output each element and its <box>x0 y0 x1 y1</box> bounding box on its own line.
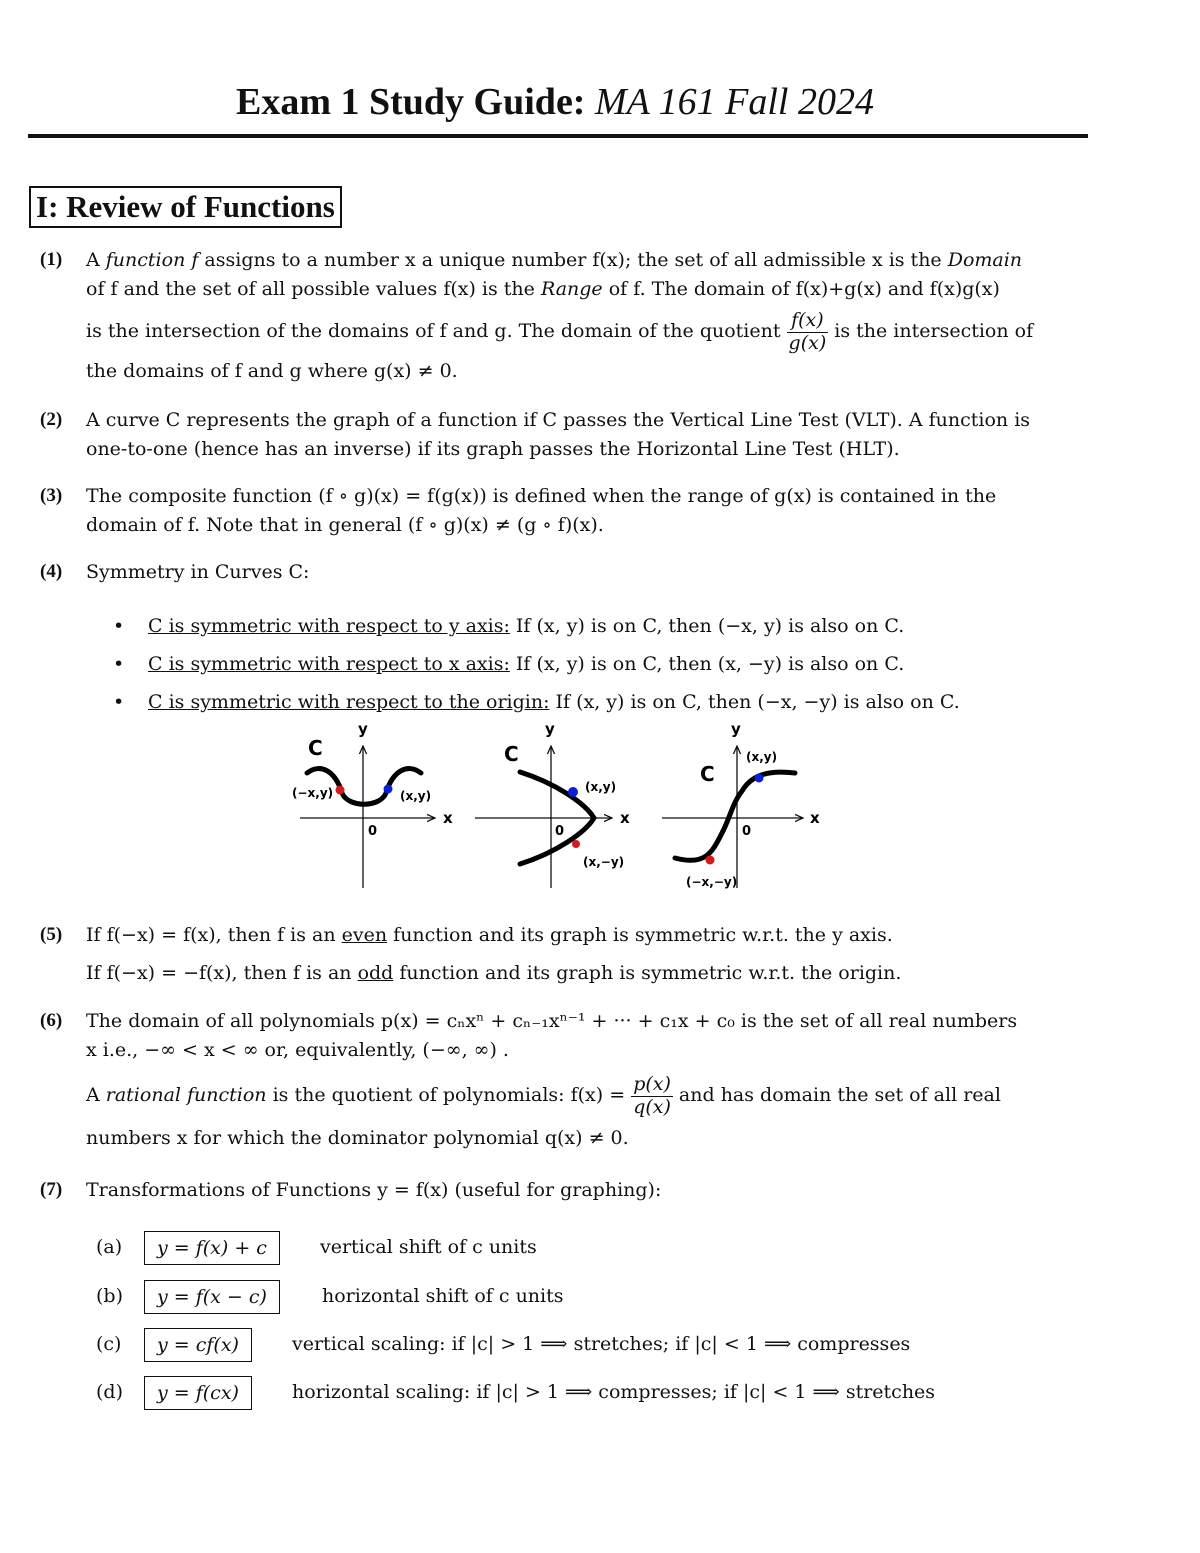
curve <box>675 772 795 860</box>
fraction-denominator: q(x) <box>633 1095 671 1118</box>
list-item-text <box>148 688 960 717</box>
transformation-formula: y = f(cx) <box>144 1376 252 1410</box>
text-run: is the intersection of <box>828 320 1034 342</box>
text-run: is the intersection of the domains of f and g. The domain of the quotient <box>86 320 787 342</box>
text-run: Domain <box>947 249 1023 271</box>
text-run: C is symmetric with respect to y axis: <box>148 615 510 637</box>
curve-label: C <box>504 742 519 766</box>
quotient-fraction <box>787 310 829 355</box>
curve-label: C <box>700 762 715 786</box>
item-body <box>86 1176 1088 1205</box>
point-blue <box>568 787 578 797</box>
item-line <box>86 246 1088 275</box>
curve-label: C <box>308 736 323 760</box>
transformation-row <box>96 1376 1086 1412</box>
text-run: assigns to a number x a unique number f(x); the set of all admissible x is the <box>198 249 948 271</box>
item-number: (3) <box>40 485 63 506</box>
symmetry-figure <box>280 718 840 893</box>
transformation-label: (d) <box>96 1381 123 1403</box>
point-red <box>706 856 715 865</box>
item-line: A curve C represents the graph of a function if C passes the Vertical Line Test (VLT). A function is <box>86 409 1031 431</box>
item-6 <box>40 1007 1088 1153</box>
point-label: (−x,−y) <box>686 875 738 889</box>
x-axis-label: x <box>443 809 453 827</box>
item-body <box>86 246 1088 386</box>
text-run: C is symmetric with respect to x axis: <box>148 653 510 675</box>
text-run: odd <box>357 962 394 984</box>
item-line: Symmetry in Curves C: <box>86 561 310 583</box>
item-7 <box>40 1176 1088 1205</box>
item-number: (4) <box>40 561 63 582</box>
item-number: (7) <box>40 1179 63 1200</box>
point-label: (x,y) <box>585 780 617 794</box>
item-line: one-to-one (hence has an inverse) if its graph passes the Horizontal Line Test (HLT). <box>86 438 900 460</box>
item-body <box>86 406 1088 464</box>
transformation-description: horizontal scaling: if |c| > 1 ⟹ compresses; if |c| < 1 ⟹ stretches <box>292 1381 936 1403</box>
transformation-formula: y = cf(x) <box>144 1328 252 1362</box>
list-item-text <box>148 650 904 679</box>
item-body <box>86 482 1088 540</box>
point-label: (−x,y) <box>292 786 334 800</box>
transformation-label: (b) <box>96 1285 123 1307</box>
page-title <box>0 74 1110 131</box>
text-run: function and its graph is symmetric w.r.t. the y axis. <box>387 924 893 946</box>
item-line: x i.e., −∞ < x < ∞ or, equivalently, (−∞, ∞) . <box>86 1039 509 1061</box>
item-line: numbers x for which the dominator polynomial q(x) ≠ 0. <box>86 1127 629 1149</box>
text-run: If (x, y) is on C, then (−x, y) is also on C. <box>509 615 905 637</box>
item-4 <box>40 558 1088 587</box>
bullet-icon: • <box>113 615 125 637</box>
item-line <box>86 921 1088 959</box>
transformation-description: vertical shift of c units <box>320 1236 537 1258</box>
item-body <box>86 1007 1088 1153</box>
origin-label: 0 <box>555 824 565 839</box>
rational-fraction <box>631 1074 673 1119</box>
text-run: is the quotient of polynomials: f(x) = <box>266 1084 632 1106</box>
point-label: (x,y) <box>746 750 778 764</box>
text-run: If (x, y) is on C, then (x, −y) is also on C. <box>509 653 905 675</box>
item-number: (2) <box>40 409 63 430</box>
y-axis-label: y <box>545 720 555 738</box>
text-run: even <box>341 924 388 946</box>
list-item <box>108 612 1088 650</box>
item-line: The composite function (f ∘ g)(x) = f(g(x)) is defined when the range of g(x) is contained in the <box>86 485 997 507</box>
section-heading: I: Review of Functions <box>29 186 342 228</box>
transformation-description: horizontal shift of c units <box>322 1285 564 1307</box>
bullet-icon: • <box>113 691 125 713</box>
x-axis-label: x <box>620 809 630 827</box>
item-number: (6) <box>40 1010 63 1031</box>
transformation-row <box>96 1280 996 1316</box>
transformation-row <box>96 1231 996 1267</box>
point-red <box>336 786 345 795</box>
item-1 <box>40 246 1088 386</box>
symmetry-list <box>108 612 1088 726</box>
item-body <box>86 921 1088 988</box>
y-axis-label: y <box>731 720 741 738</box>
item-line <box>86 959 1088 988</box>
transformation-formula: y = f(x − c) <box>144 1280 280 1314</box>
text-run: If f(−x) = f(x), then f is an <box>86 924 342 946</box>
y-axis-label: y <box>358 720 368 738</box>
graph-origin-symmetry <box>662 720 820 889</box>
item-5 <box>40 921 1088 988</box>
fraction-numerator: p(x) <box>633 1072 671 1095</box>
text-run: function and its graph is symmetric w.r.t. the origin. <box>393 962 902 984</box>
text-run: Range <box>540 278 603 300</box>
title-main: Exam 1 Study Guide: <box>236 81 586 123</box>
text-run: of f and the set of all possible values f(x) is the <box>86 278 541 300</box>
x-axis-label: x <box>810 809 820 827</box>
item-2 <box>40 406 1088 464</box>
point-blue <box>755 774 764 783</box>
title-course: MA 161 Fall 2024 <box>594 81 874 123</box>
point-label: (x,y) <box>400 789 432 803</box>
item-line: domain of f. Note that in general (f ∘ g)(x) ≠ (g ∘ f)(x). <box>86 514 604 536</box>
text-run: If f(−x) = −f(x), then f is an <box>86 962 358 984</box>
text-run: If (x, y) is on C, then (−x, −y) is also on C. <box>549 691 960 713</box>
item-body <box>86 558 1088 587</box>
title-rule <box>28 134 1088 138</box>
item-number: (5) <box>40 924 63 945</box>
transformation-description: vertical scaling: if |c| > 1 ⟹ stretches; if |c| < 1 ⟹ compresses <box>292 1333 911 1355</box>
transformation-formula: y = f(x) + c <box>144 1231 280 1265</box>
text-run: and has domain the set of all real <box>672 1084 1001 1106</box>
item-line: The domain of all polynomials p(x) = cₙxⁿ + cₙ₋₁xⁿ⁻¹ + ··· + c₁x + c₀ is the set of all real numbers <box>86 1010 1018 1032</box>
origin-label: 0 <box>742 824 752 839</box>
text-run: function f <box>105 249 199 271</box>
fraction-denominator: g(x) <box>788 331 827 354</box>
list-item-text <box>148 612 904 641</box>
item-line: Transformations of Functions y = f(x) (useful for graphing): <box>86 1179 662 1201</box>
fraction-numerator: f(x) <box>787 310 829 333</box>
item-line: the domains of f and g where g(x) ≠ 0. <box>86 360 458 382</box>
graph-y-axis-symmetry <box>292 720 453 888</box>
item-line <box>86 275 1088 305</box>
item-line <box>86 305 1088 357</box>
text-run: A <box>86 1084 106 1106</box>
transformation-label: (c) <box>96 1333 122 1355</box>
text-run: C is symmetric with respect to the origin: <box>148 691 550 713</box>
origin-label: 0 <box>368 824 378 839</box>
item-3 <box>40 482 1088 540</box>
transformation-row <box>96 1328 1086 1364</box>
text-run: A <box>86 249 106 271</box>
bullet-icon: • <box>113 653 125 675</box>
point-blue <box>384 785 393 794</box>
transformation-label: (a) <box>96 1236 123 1258</box>
text-run: of f. The domain of f(x)+g(x) and f(x)g(x) <box>602 278 1000 300</box>
point-label: (x,−y) <box>583 855 625 869</box>
item-number: (1) <box>40 249 63 270</box>
item-line <box>86 1066 1088 1124</box>
list-item <box>108 650 1088 688</box>
graph-x-axis-symmetry <box>475 720 630 888</box>
text-run: rational function <box>105 1084 267 1106</box>
point-red <box>572 840 580 848</box>
